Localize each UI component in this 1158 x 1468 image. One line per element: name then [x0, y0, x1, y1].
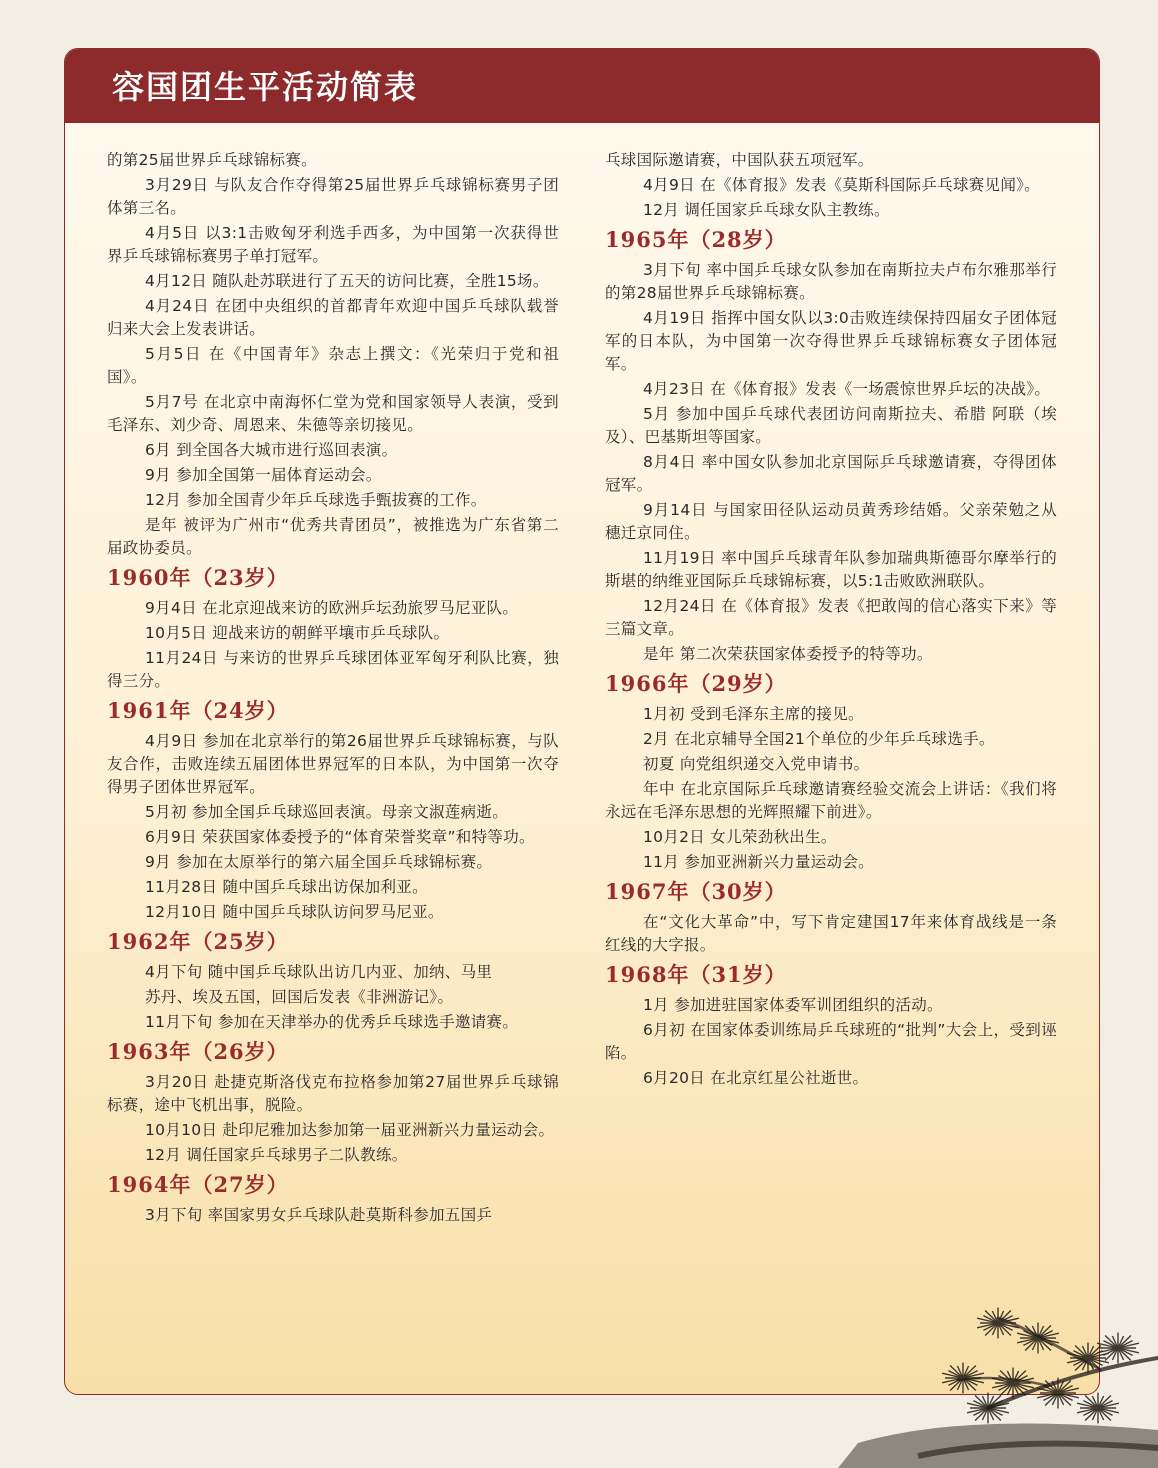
timeline-entry: 初夏 向党组织递交入党申请书。	[643, 755, 870, 773]
timeline-entry: 11月下旬 参加在天津举办的优秀乒乓球选手邀请赛。	[145, 1013, 519, 1031]
timeline-entry: 9月 参加全国第一届体育运动会。	[145, 466, 382, 484]
timeline-entry: 1月 参加进驻国家体委军训团组织的活动。	[643, 996, 943, 1014]
timeline-entry: 4月5日 以3:1击败匈牙利选手西多，为中国第一次获得世界乒乓球锦标赛男子单打冠军。	[107, 224, 559, 265]
timeline-entry: 在“文化大革命”中，写下肯定建国17年来体育战线是一条红线的大字报。	[605, 913, 1057, 954]
year-heading: 1967年（30岁）	[605, 879, 787, 904]
timeline-entry: 1月初 受到毛泽东主席的接见。	[643, 705, 864, 723]
year-heading: 1963年（26岁）	[107, 1039, 289, 1064]
timeline-entry: 苏丹、埃及五国，回国后发表《非洲游记》。	[145, 988, 454, 1006]
timeline-entry: 12月10日 随中国乒乓球队访问罗马尼亚。	[145, 903, 444, 921]
timeline-entry: 是年 第二次荣获国家体委授予的特等功。	[643, 645, 933, 663]
timeline-entry: 6月20日 在北京红星公社逝世。	[643, 1069, 869, 1087]
year-heading: 1965年（28岁）	[605, 227, 787, 252]
timeline-entry: 6月 到全国各大城市进行巡回表演。	[145, 441, 398, 459]
timeline-entry: 2月 在北京辅导全国21个单位的少年乒乓球选手。	[643, 730, 995, 748]
timeline-entry: 是年 被评为广州市“优秀共青团员”，被推选为广东省第二届政协委员。	[107, 516, 559, 557]
timeline-entry: 6月9日 荣获国家体委授予的“体育荣誉奖章”和特等功。	[145, 828, 535, 846]
timeline-entry: 5月5日 在《中国青年》杂志上撰文：《光荣归于党和祖国》。	[107, 345, 559, 386]
timeline-entry: 5月初 参加全国乒乓球巡回表演。母亲文淑莲病逝。	[145, 803, 508, 821]
timeline-entry: 9月14日 与国家田径队运动员黄秀珍结婚。父亲荣勉之从穗迁京同住。	[605, 501, 1057, 542]
timeline-entry: 11月24日 与来访的世界乒乓球团体亚军匈牙利队比赛，独得三分。	[107, 649, 559, 690]
year-heading: 1961年（24岁）	[107, 698, 289, 723]
timeline-entry: 3月29日 与队友合作夺得第25届世界乒乓球锦标赛男子团体第三名。	[107, 176, 559, 217]
left-column	[107, 149, 559, 1229]
timeline-entry: 9月 参加在太原举行的第六届全国乒乓球锦标赛。	[145, 853, 493, 871]
timeline-entry: 5月 参加中国乒乓球代表团访问南斯拉夫、希腊 阿联（埃及）、巴基斯坦等国家。	[605, 405, 1057, 446]
timeline-entry: 4月9日 在《体育报》发表《莫斯科国际乒乓球赛见闻》。	[643, 176, 1041, 194]
timeline-entry: 的第25届世界乒乓球锦标赛。	[107, 151, 317, 169]
year-heading: 1962年（25岁）	[107, 929, 289, 954]
timeline-entry: 4月24日 在团中央组织的首都青年欢迎中国乒乓球队载誉归来大会上发表讲话。	[107, 297, 559, 338]
timeline-entry: 3月20日 赴捷克斯洛伐克布拉格参加第27届世界乒乓球锦标赛，途中飞机出事，脱险。	[107, 1073, 559, 1114]
right-column	[605, 149, 1057, 1092]
title-banner	[65, 49, 1099, 123]
timeline-entry: 乓球国际邀请赛，中国队获五项冠军。	[605, 151, 874, 169]
timeline-entry: 4月19日 指挥中国女队以3:0击败连续保持四届女子团体冠军的日本队，为中国第一次夺得世界乒乓球锦标赛女子团体冠军。	[605, 309, 1057, 373]
timeline-entry: 3月下旬 率国家男女乒乓球队赴莫斯科参加五国乒	[145, 1206, 493, 1224]
timeline-entry: 11月19日 率中国乒乓球青年队参加瑞典斯德哥尔摩举行的斯堪的纳维亚国际乒乓球锦标赛，以5:1击败欧洲联队。	[605, 549, 1057, 590]
timeline-entry: 4月9日 参加在北京举行的第26届世界乒乓球锦标赛，与队友合作，击败连续五届团体世界冠军的日本队，为中国第一次夺得男子团体世界冠军。	[107, 732, 559, 796]
timeline-entry: 12月24日 在《体育报》发表《把敢闯的信心落实下来》等三篇文章。	[605, 597, 1057, 638]
timeline-entry: 9月4日 在北京迎战来访的欧洲乒坛劲旅罗马尼亚队。	[145, 599, 519, 617]
year-heading: 1960年（23岁）	[107, 565, 289, 590]
timeline-entry: 8月4日 率中国女队参加北京国际乒乓球邀请赛，夺得团体冠军。	[605, 453, 1057, 494]
timeline-entry: 6月初 在国家体委训练局乒乓球班的“批判”大会上，受到诬陷。	[605, 1021, 1057, 1062]
timeline-entry: 年中 在北京国际乒乓球邀请赛经验交流会上讲话：《我们将永远在毛泽东思想的光辉照耀下前进》。	[605, 780, 1057, 821]
pine-branch-illustration	[798, 1208, 1158, 1468]
year-heading: 1964年（27岁）	[107, 1172, 289, 1197]
timeline-entry: 10月5日 迎战来访的朝鲜平壤市乒乓球队。	[145, 624, 450, 642]
timeline-entry: 5月7号 在北京中南海怀仁堂为党和国家领导人表演，受到毛泽东、刘少奇、周恩来、朱德等亲切接见。	[107, 393, 559, 434]
timeline-entry: 12月 调任国家乒乓球女队主教练。	[643, 201, 890, 219]
timeline-entry: 4月23日 在《体育报》发表《一场震惊世界乒坛的决战》。	[643, 380, 1051, 398]
year-heading: 1968年（31岁）	[605, 962, 787, 987]
timeline-entry: 11月28日 随中国乒乓球出访保加利亚。	[145, 878, 428, 896]
timeline-entry: 4月12日 随队赴苏联进行了五天的访问比赛，全胜15场。	[145, 272, 549, 290]
timeline-entry: 3月下旬 率中国乒乓球女队参加在南斯拉夫卢布尔雅那举行的第28届世界乒乓球锦标赛。	[605, 261, 1057, 302]
page-title: 容国团生平活动简表	[112, 68, 419, 106]
timeline-entry: 11月 参加亚洲新兴力量运动会。	[643, 853, 874, 871]
timeline-entry: 12月 调任国家乒乓球男子二队教练。	[145, 1146, 408, 1164]
timeline-entry: 12月 参加全国青少年乒乓球选手甄拔赛的工作。	[145, 491, 487, 509]
year-heading: 1966年（29岁）	[605, 671, 787, 696]
timeline-card	[64, 48, 1100, 1395]
timeline-entry: 4月下旬 随中国乒乓球队出访几内亚、加纳、马里	[145, 963, 493, 981]
timeline-entry: 10月2日 女儿荣劲秋出生。	[643, 828, 837, 846]
timeline-entry: 10月10日 赴印尼雅加达参加第一届亚洲新兴力量运动会。	[145, 1121, 555, 1139]
